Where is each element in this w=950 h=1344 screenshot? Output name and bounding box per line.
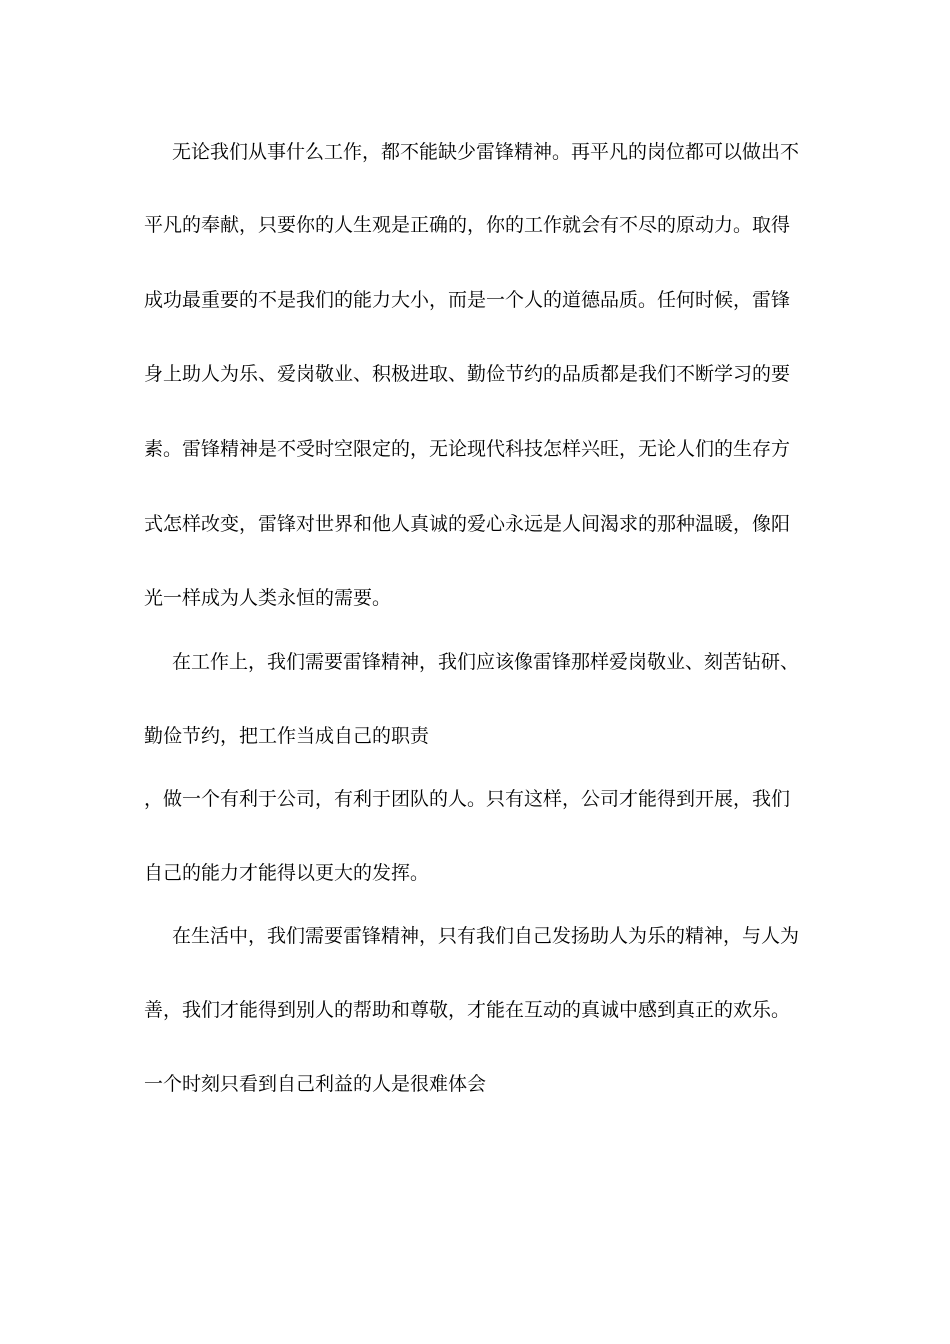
paragraph-1-line-5: 素。雷锋精神是不受时空限定的，无论现代科技怎样兴旺，无论人们的生存方	[144, 438, 791, 460]
paragraph-2-line-1: 在工作上，我们需要雷锋精神，我们应该像雷锋那样爱岗敬业、刻苦钻研、	[172, 651, 800, 673]
paragraph-3-line-3: 一个时刻只看到自己利益的人是很难体会	[144, 1073, 487, 1095]
paragraph-1-line-2: 平凡的奉献，只要你的人生观是正确的，你的工作就会有不尽的原动力。取得	[144, 214, 791, 236]
paragraph-3-line-2: 善，我们才能得到别人的帮助和尊敬，才能在互动的真诚中感到真正的欢乐。	[144, 999, 791, 1021]
paragraph-2-line-2: 勤俭节约，把工作当成自己的职责	[144, 725, 430, 747]
paragraph-1-line-1: 无论我们从事什么工作，都不能缺少雷锋精神。再平凡的岗位都可以做出不	[172, 141, 800, 163]
paragraph-3-line-1: 在生活中，我们需要雷锋精神，只有我们自己发扬助人为乐的精神，与人为	[172, 925, 800, 947]
paragraph-1-line-7: 光一样成为人类永恒的需要。	[144, 587, 392, 609]
paragraph-1-line-3: 成功最重要的不是我们的能力大小，而是一个人的道德品质。任何时候，雷锋	[144, 289, 791, 311]
paragraph-1-line-6: 式怎样改变，雷锋对世界和他人真诚的爱心永远是人间渴求的那种温暖，像阳	[144, 513, 791, 535]
paragraph-2-line-3: ，做一个有利于公司，有利于团队的人。只有这样，公司才能得到开展，我们	[144, 788, 791, 810]
paragraph-1-line-4: 身上助人为乐、爱岗敬业、积极进取、勤俭节约的品质都是我们不断学习的要	[144, 363, 791, 385]
paragraph-2-line-4: 自己的能力才能得以更大的发挥。	[144, 862, 430, 884]
